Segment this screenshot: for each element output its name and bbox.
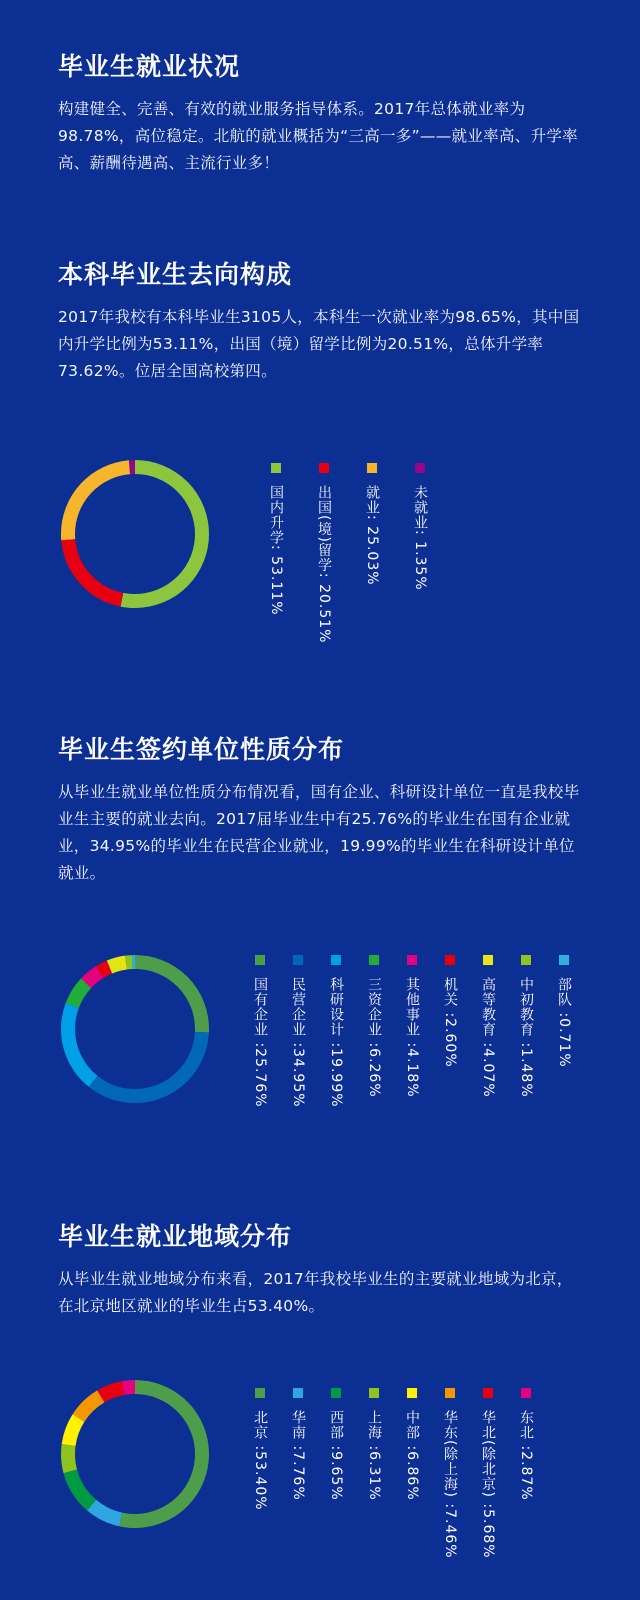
section-title: 毕业生签约单位性质分布 bbox=[58, 735, 345, 764]
legend-item bbox=[268, 463, 288, 616]
section-employer-type bbox=[58, 735, 588, 887]
section-text: 从毕业生就业地域分布来看，2017年我校毕业生的主要就业地域为北京，在北京地区就业的毕业生占53.40%。 bbox=[58, 1270, 573, 1315]
legend-swatch bbox=[331, 955, 341, 965]
legend-label: 就业: 25.03% bbox=[364, 485, 380, 586]
legend-swatch bbox=[331, 1388, 341, 1398]
legend-label: 科研设计 :19.99% bbox=[328, 977, 344, 1108]
legend-item bbox=[480, 1388, 500, 1559]
legend-item bbox=[290, 955, 310, 1108]
legend-label: 未就业: 1.35% bbox=[412, 485, 428, 591]
legend-swatch bbox=[271, 463, 281, 473]
legend-item bbox=[366, 955, 386, 1098]
legend-label: 其他事业 :4.18% bbox=[404, 977, 420, 1098]
section-text: 构建健全、完善、有效的就业服务指导体系。2017年总体就业率为98.78%，高位稳定。北航的就业概括为“三高一多”——就业率高、升学率高、薪酬待遇高、主流行业多！ bbox=[58, 100, 578, 172]
legend-swatch bbox=[293, 955, 303, 965]
section-text: 从毕业生就业单位性质分布情况看，国有企业、科研设计单位一直是我校毕业生主要的就业去向。2017届毕业生中有25.76%的毕业生在国有企业就业，34.95%的毕业生在民营企业就业，19.99%的毕业生在科研设计单位就业。 bbox=[58, 783, 580, 882]
section-undergrad-destination bbox=[58, 260, 588, 385]
legend-label: 中初教育 :1.48% bbox=[518, 977, 534, 1098]
legend-swatch bbox=[369, 1388, 379, 1398]
legend-item bbox=[252, 955, 272, 1108]
legend-item bbox=[412, 463, 432, 591]
legend-swatch bbox=[369, 955, 379, 965]
legend-swatch bbox=[483, 1388, 493, 1398]
legend-label: 部队 :0.71% bbox=[556, 977, 572, 1068]
legend-label: 东北 :2.87% bbox=[518, 1410, 534, 1501]
legend-item bbox=[364, 463, 384, 586]
legend-label: 西部 :9.65% bbox=[328, 1410, 344, 1501]
donut-chart-destination bbox=[56, 455, 214, 613]
legend-item bbox=[316, 463, 336, 643]
legend-swatch bbox=[445, 1388, 455, 1398]
legend-item bbox=[404, 955, 424, 1098]
legend-item bbox=[404, 1388, 424, 1501]
legend-label: 上海 :6.31% bbox=[366, 1410, 382, 1501]
legend-label: 中部 :6.86% bbox=[404, 1410, 420, 1501]
section-title: 本科毕业生去向构成 bbox=[58, 260, 293, 289]
legend-item bbox=[442, 1388, 462, 1559]
legend-label: 华北(除北京) :5.68% bbox=[480, 1410, 496, 1559]
legend-swatch bbox=[521, 1388, 531, 1398]
legend-swatch bbox=[415, 463, 425, 473]
legend-label: 华南 :7.76% bbox=[290, 1410, 306, 1501]
legend-item bbox=[328, 1388, 348, 1501]
legend-swatch bbox=[255, 955, 265, 965]
section-title: 毕业生就业状况 bbox=[58, 52, 241, 81]
legend-label: 国有企业 :25.76% bbox=[252, 977, 268, 1108]
legend-item bbox=[556, 955, 576, 1068]
legend-label: 三资企业 :6.26% bbox=[366, 977, 382, 1098]
legend-swatch bbox=[407, 955, 417, 965]
legend-swatch bbox=[293, 1388, 303, 1398]
legend-label: 华东(除上海) :7.46% bbox=[442, 1410, 458, 1559]
section-employment-status bbox=[58, 52, 588, 177]
legend-swatch bbox=[319, 463, 329, 473]
legend-label: 出国(境)留学: 20.51% bbox=[316, 485, 332, 644]
legend-item bbox=[252, 1388, 272, 1511]
legend-label: 高等教育 :4.07% bbox=[480, 977, 496, 1098]
legend-item bbox=[442, 955, 462, 1068]
legend-item bbox=[518, 1388, 538, 1501]
legend-label: 机关 :2.60% bbox=[442, 977, 458, 1068]
donut-chart-region bbox=[56, 1375, 214, 1533]
legend-swatch bbox=[255, 1388, 265, 1398]
legend-item bbox=[290, 1388, 310, 1501]
legend-item bbox=[328, 955, 348, 1108]
section-text: 2017年我校有本科毕业生3105人，本科生一次就业率为98.65%，其中国内升学比例为53.11%，出国（境）留学比例为20.51%，总体升学率73.62%。位居全国高校第四。 bbox=[58, 308, 580, 380]
legend-label: 国内升学: 53.11% bbox=[268, 485, 284, 616]
legend-swatch bbox=[445, 955, 455, 965]
legend-label: 北京 :53.40% bbox=[252, 1410, 268, 1511]
section-title: 毕业生就业地域分布 bbox=[58, 1222, 293, 1251]
legend-swatch bbox=[559, 955, 569, 965]
section-employment-region bbox=[58, 1222, 588, 1320]
legend-swatch bbox=[407, 1388, 417, 1398]
legend-swatch bbox=[483, 955, 493, 965]
legend-item bbox=[518, 955, 538, 1098]
legend-swatch bbox=[367, 463, 377, 473]
legend-item bbox=[480, 955, 500, 1098]
legend-item bbox=[366, 1388, 386, 1501]
donut-chart-employer-type bbox=[56, 950, 214, 1108]
legend-swatch bbox=[521, 955, 531, 965]
legend-label: 民营企业 :34.95% bbox=[290, 977, 306, 1108]
